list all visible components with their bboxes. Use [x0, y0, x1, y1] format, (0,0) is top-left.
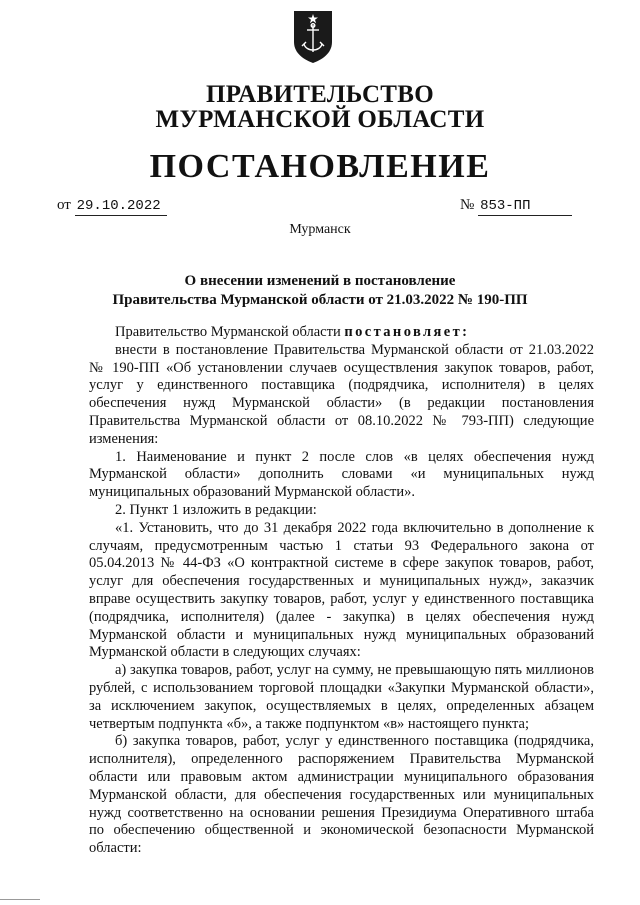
document-number [460, 197, 572, 216]
paragraph: а) закупка товаров, работ, услуг на сумму, не превышающую пять миллионов рублей, с использованием торговой площадки «Закупки Мурманской области», за исключением закупок, осуществляемых в целях, определенных абзацем четвертым подпункта «б», а также подпунктом «в» настоящего пункта; [89, 662, 594, 732]
document-type: ПОСТАНОВЛЕНИЕ [149, 148, 491, 185]
number-prefix: № [460, 197, 475, 213]
intro-text: Правительство Мурманской области [115, 324, 345, 340]
scan-edge-mark [0, 899, 40, 900]
intro-resolves: постановляет: [344, 324, 470, 340]
document-title-line1: О внесении изменений в постановление [184, 273, 456, 289]
date-value: 29.10.2022 [75, 198, 167, 216]
document-title-line2: Правительства Мурманской области от 21.03.2022 № 190-ПП [112, 292, 528, 308]
paragraph: 2. Пункт 1 изложить в редакции: [115, 501, 317, 518]
city: Мурманск [289, 222, 351, 237]
paragraph: 1. Наименование и пункт 2 после слов «в целях обеспечения нужд Мурманской области» дополнить словами «и муниципальных нужд муниципальных образований Мурманской области». [89, 448, 594, 501]
document-date [57, 197, 167, 216]
document-body [89, 324, 594, 858]
paragraph: «1. Установить, что до 31 декабря 2022 года включительно в дополнение к случаям, предусмотренным частью 1 статьи 93 Федерального закона от 05.04.2013 № 44-ФЗ «О контрактной системе в сфере закупок товаров, работ, услуг для обеспечения государственных и муниципальных нужд», заказчик вправе осуществить закупку товаров, работ, услуг у единственного поставщика (подрядчика, исполнителя) (далее - закупка) в целях обеспечения нужд Мурманской области и муниципальных нужд муниципальных образований Мурманской области в следующих случаях: [89, 519, 594, 661]
number-value: 853-ПП [478, 198, 572, 216]
government-title-line2: МУРМАНСКОЙ ОБЛАСТИ [155, 106, 485, 133]
government-title-line1: ПРАВИТЕЛЬСТВО [206, 81, 434, 108]
coat-of-arms-icon [291, 8, 335, 64]
date-prefix: от [57, 197, 71, 213]
paragraph: внести в постановление Правительства Мурманской области от 21.03.2022 № 190-ПП «Об установлении случаев осуществления закупок товаров, работ, услуг у единственного поставщика (подрядчика, исполнителя) в целях обеспечения нужд Мурманской области» (в редакции постановления Правительства Мурманской области от 08.10.2022 № 793-ПП) следующие изменения: [89, 341, 594, 447]
intro-paragraph [89, 324, 594, 342]
paragraph: б) закупка товаров, работ, услуг у единственного поставщика (подрядчика, исполнителя), определенного распоряжением Правительства Мурманской области или правовым актом администрации муниципального образования Мурманской области, для обеспечения государственных или муниципальных нужд соответственно на основании решения Президиума Оперативного штаба по обеспечению общественной и экономической безопасности Мурманской области: [89, 733, 594, 857]
